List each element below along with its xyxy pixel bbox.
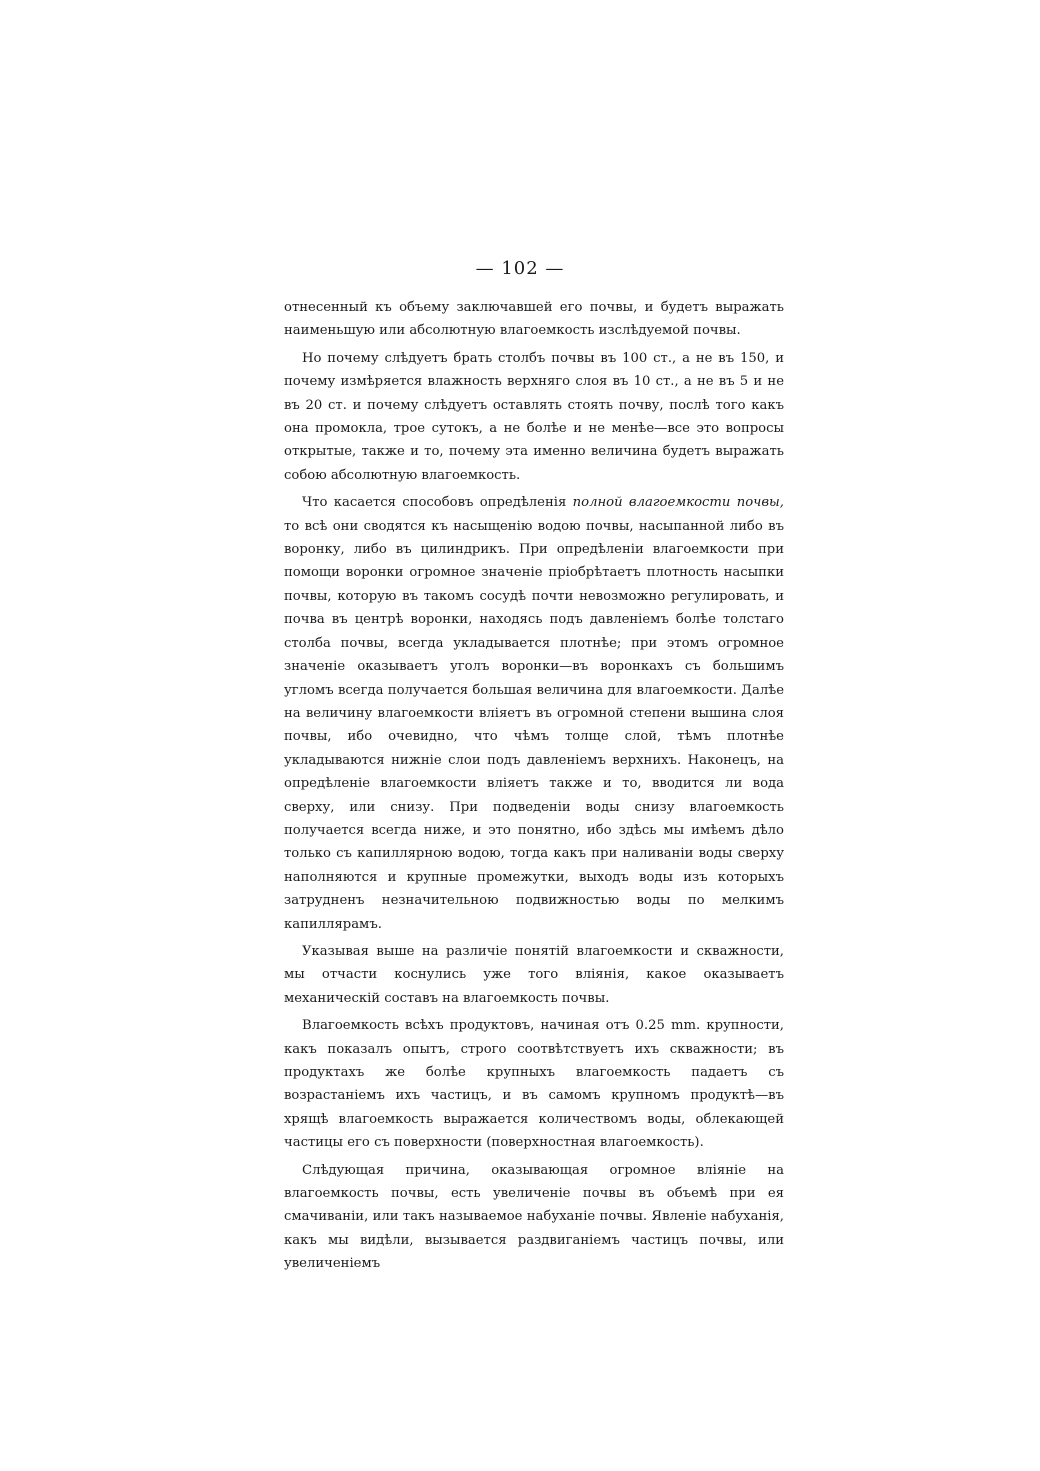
paragraph-6: Слѣдующая причина, оказывающая огромное вліяніе на влагоемкость почвы, есть увеличеніе почвы въ объемѣ при ея смачиваніи, или такъ называемое набуханіе почвы. Явленіе набуханія, какъ мы видѣли, вызывается раздвиганіемъ частицъ почвы, или увеличеніемъ <box>284 1162 784 1272</box>
paragraph-4: Указывая выше на различіе понятій влагоемкости и скважности, мы отчасти коснулись уже того вліянія, какое оказываетъ механическій составъ на влагоемкость почвы. <box>284 943 784 1006</box>
paragraph-2: Но почему слѣдуетъ брать столбъ почвы въ 100 ст., а не въ 150, и почему измѣряется влажность верхняго слоя въ 10 ст., а не въ 5 и не въ 20 ст. и почему слѣдуетъ оставлять стоять почву, послѣ того какъ она промокла, трое сутокъ, а не болѣе и не менѣе—все это вопросы открытые, также и то, почему эта именно величина будетъ выражать собою абсолютную влагоемкость. <box>284 350 784 483</box>
page-number: — 102 — <box>475 258 565 279</box>
paragraph-3-rest: то всѣ они сводятся къ насыщенію водою почвы, насыпанной либо въ воронку, либо въ цилиндрикъ. При опредѣленіи влагоемкости при помощи воронки огромное значеніе пріобрѣтаетъ плотность насыпки почвы, которую въ такомъ сосудѣ почти невозможно регулировать, и почва въ центрѣ воронки, находясь подъ давленіемъ болѣе толстаго столба почвы, всегда укладывается плотнѣе; при этомъ огромное значеніе оказываетъ уголъ воронки—въ воронкахъ съ большимъ угломъ всегда получается большая величина для влагоемкости. Далѣе на величину влагоемкости вліяетъ въ огромной степени вышина слоя почвы, ибо очевидно, что чѣмъ толще слой, тѣмъ плотнѣе укладываются нижніе слои подъ давленіемъ верхнихъ. Наконецъ, на опредѣленіе влагоемкости вліяетъ также и то, вводится ли вода сверху, или снизу. При подведеніи воды снизу влагоемкость получается всегда ниже, и это понятно, ибо здѣсь мы имѣемъ дѣло только съ капиллярною водою, тогда какъ при наливаніи воды сверху наполняются и крупные промежутки, выходъ воды изъ которыхъ затрудненъ незначительною подвижностью воды по мелкимъ капиллярамъ. <box>284 518 784 932</box>
paragraph-5: Влагоемкость всѣхъ продуктовъ, начиная отъ 0.25 mm. крупности, какъ показалъ опытъ, строго соотвѣтствуетъ ихъ скважности; въ продуктахъ же болѣе крупныхъ влагоемкость падаетъ съ возрастаніемъ ихъ частицъ, и въ самомъ крупномъ продуктѣ—въ хрящѣ влагоемкость выражается количествомъ воды, облекающей частицы его съ поверхности (поверхностная влагоемкость). <box>284 1018 784 1151</box>
paragraph-3-start: Что касается способовъ опредѣленія <box>302 495 573 511</box>
paragraph-1: отнесенный къ объему заключавшей его почвы, и будетъ выражать наименьшую или абсолютную влагоемкость изслѣдуемой почвы. <box>284 300 784 339</box>
paragraph-3 <box>284 491 784 936</box>
paragraph-3-emphasis: полной влагоемкости почвы, <box>572 495 784 511</box>
body-text <box>284 296 784 1276</box>
